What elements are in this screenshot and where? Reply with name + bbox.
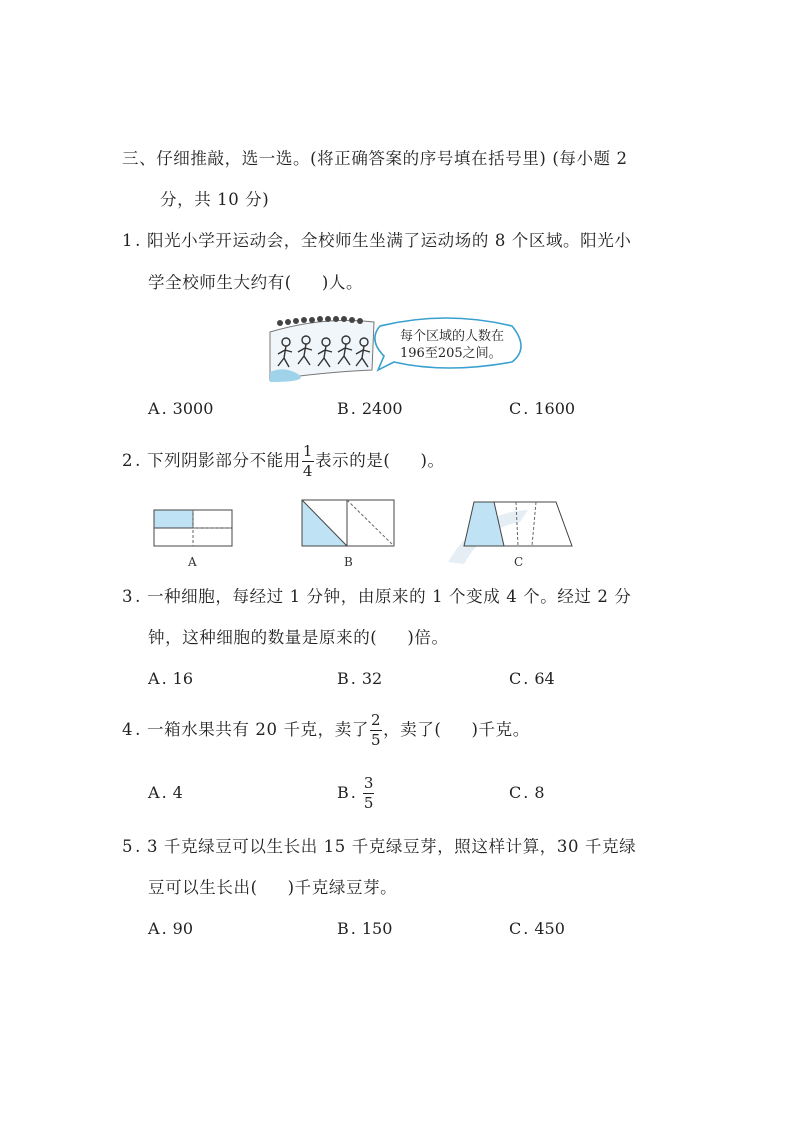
figure-c[interactable]: [464, 502, 572, 546]
option-c[interactable]: C . 1600: [509, 399, 576, 418]
fraction-figures: [148, 492, 588, 572]
section-title-cont: 分，共 10 分): [160, 190, 270, 209]
option-value: 16: [172, 669, 194, 688]
question-number: 3: [122, 587, 134, 606]
option-value: 32: [361, 669, 383, 688]
fraction-one-quarter: $\frac{1}{4}$: [302, 442, 314, 480]
question-text: )倍。: [407, 628, 449, 647]
question-number: 4: [122, 720, 134, 739]
option-label: B: [337, 669, 349, 688]
option-label: A: [148, 669, 160, 688]
figure-a[interactable]: [154, 510, 232, 546]
option-label: B: [337, 919, 349, 938]
question-text: 表示的是(: [315, 451, 391, 470]
figure-label-c: C: [514, 555, 524, 569]
question-number: 5: [122, 837, 134, 856]
bubble-text-2: 196至205之间。: [400, 346, 502, 361]
question-text: 钟，这种细胞的数量是原来的(: [148, 628, 378, 647]
question-2-line: 2 . 下列阴影部分不能用 $\frac{1}{4}$ 表示的是( )。: [122, 442, 445, 480]
option-label: A: [148, 919, 160, 938]
option-b[interactable]: B . $\frac{3}{5}$: [337, 774, 374, 812]
question-5-line2: [148, 877, 397, 899]
option-a[interactable]: A . 90: [148, 919, 194, 938]
question-4-line: 4 . 一箱水果共有 20 千克，卖了 $\frac{2}{5}$ ，卖了( )千克。: [122, 711, 530, 749]
question-text: 学全校师生大约有(: [148, 273, 292, 292]
question-1-line2: [148, 272, 363, 294]
option-label: B: [337, 399, 349, 418]
question-number: 2: [122, 451, 134, 470]
question-text: ，卖了(: [383, 720, 442, 739]
option-a[interactable]: A . 16: [148, 669, 194, 688]
option-a[interactable]: A . 3000: [148, 399, 214, 418]
question-5-line1: 5 . 3 千克绿豆可以生长出 15 千克绿豆芽，照这样计算，30 千克绿: [122, 837, 637, 856]
section-title: 三、仔细推敲，选一选。(将正确答案的序号填在括号里) (每小题 2: [122, 149, 628, 168]
question-text: 豆可以生长出(: [148, 878, 258, 897]
option-c[interactable]: C . 8: [509, 783, 545, 802]
question-text: 一箱水果共有 20 千克，卖了: [146, 720, 369, 739]
option-label: B: [337, 783, 349, 802]
option-c[interactable]: C . 450: [509, 919, 565, 938]
figure-label-a: A: [188, 555, 197, 569]
fraction-three-fifths: $\frac{3}{5}$: [363, 774, 374, 812]
option-value: 8: [534, 783, 545, 802]
option-label: C: [509, 399, 522, 418]
question-text: 下列阴影部分不能用: [146, 451, 301, 470]
option-value: 150: [361, 919, 393, 938]
option-value: 1600: [534, 399, 576, 418]
option-value: 4: [172, 783, 183, 802]
question-text: 阳光小学开运动会，全校师生坐满了运动场的 8 个区域。阳光小: [146, 231, 632, 250]
option-label: C: [509, 919, 522, 938]
figure-label-b: B: [344, 555, 353, 569]
question-3-line2: [148, 627, 449, 649]
question-text: )千克。: [471, 720, 530, 739]
figure-b[interactable]: [302, 500, 394, 546]
question-number: 1: [122, 231, 134, 250]
option-b[interactable]: B . 32: [337, 669, 383, 688]
option-value: 2400: [361, 399, 403, 418]
question-text: 一种细胞，每经过 1 分钟，由原来的 1 个变成 4 个。经过 2 分: [146, 587, 632, 606]
option-value: 3000: [172, 399, 214, 418]
question-3-line1: 3 . 一种细胞，每经过 1 分钟，由原来的 1 个变成 4 个。经过 2 分: [122, 587, 632, 606]
question-1-line1: 1 . 阳光小学开运动会，全校师生坐满了运动场的 8 个区域。阳光小: [122, 231, 632, 250]
option-value: 450: [534, 919, 565, 938]
option-label: A: [148, 783, 160, 802]
stadium-illustration: [264, 310, 534, 385]
option-value: 90: [172, 919, 194, 938]
fraction-two-fifths: $\frac{2}{5}$: [370, 711, 382, 749]
option-b[interactable]: B . 2400: [337, 399, 403, 418]
option-b[interactable]: B . 150: [337, 919, 393, 938]
option-label: A: [148, 399, 160, 418]
question-text: )。: [420, 451, 445, 470]
question-text: )人。: [321, 273, 364, 292]
option-c[interactable]: C . 64: [509, 669, 555, 688]
bubble-text-1: 每个区域的人数在: [400, 329, 505, 344]
option-label: C: [509, 669, 522, 688]
option-a[interactable]: A . 4: [148, 783, 183, 802]
option-label: C: [509, 783, 522, 802]
question-text: 3 千克绿豆可以生长出 15 千克绿豆芽，照这样计算，30 千克绿: [146, 837, 637, 856]
question-text: )千克绿豆芽。: [287, 878, 398, 897]
option-value: 64: [534, 669, 555, 688]
